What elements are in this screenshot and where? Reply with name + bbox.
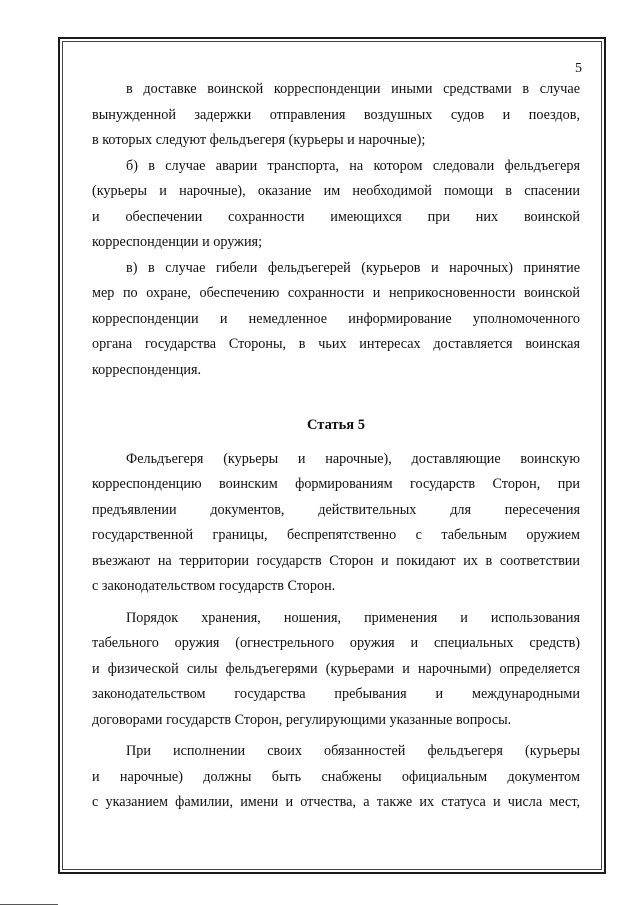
text-line: (курьеры и нарочные), оказание им необходимой помощи в спасении xyxy=(92,183,580,199)
text-line: Порядок хранения, ношения, применения и использования xyxy=(126,609,580,626)
text-line: При исполнении своих обязанностей фельдъегеря (курьеры xyxy=(126,743,580,759)
text-line: с законодательством государств Сторон. xyxy=(92,578,336,594)
text-line: табельного оружия (огнестрельного оружия и специальных средств) xyxy=(92,635,580,651)
text-line: предъявлении документов, действительных для пересечения xyxy=(92,501,580,518)
text-line: мер по охране, обеспечению сохранности и неприкосновенности воинской xyxy=(92,285,580,301)
page-number: 5 xyxy=(575,61,582,76)
paragraph-duties xyxy=(92,739,580,816)
text-line: Фельдъегеря (курьеры и нарочные), доставляющие воинскую xyxy=(126,450,580,467)
text-line: государственной границы, беспрепятственно с табельным оружием xyxy=(92,527,580,543)
paragraph-accident xyxy=(92,154,580,256)
text-line: договорами государств Сторон, регулирующими указанные вопросы. xyxy=(92,711,512,728)
paragraph-death xyxy=(92,256,580,384)
text-line: корреспонденции и немедленное информирование уполномоченного xyxy=(92,310,580,327)
text-line: с указанием фамилии, имени и отчества, а также их статуса и числа мест, xyxy=(92,794,580,810)
paragraph-weapons-order xyxy=(92,606,580,734)
text-line: и нарочные) должны быть снабжены официальным документом xyxy=(92,768,580,785)
article-heading: Статья 5 xyxy=(307,417,365,433)
text-line: в которых следуют фельдъегеря (курьеры и нарочные); xyxy=(92,132,426,148)
text-line: и физической силы фельдъегерями (курьерами и нарочными) определяется xyxy=(92,660,580,677)
paragraph-delivery xyxy=(92,77,580,154)
text-line: в доставке воинской корреспонденции иными средствами в случае xyxy=(126,81,580,97)
text-line: в) в случае гибели фельдъегерей (курьеров и нарочных) принятие xyxy=(126,259,580,276)
text-line: органа государства Стороны, в чьих интересах доставляется воинская xyxy=(92,336,580,352)
text-line: вынужденной задержки отправления воздушных судов и поездов, xyxy=(92,106,580,123)
text-line: въезжают на территории государств Сторон и покидают их в соответствии xyxy=(92,552,580,569)
text-line: б) в случае аварии транспорта, на котором следовали фельдъегеря xyxy=(126,157,580,174)
text-line: законодательством государства пребывания и международными xyxy=(92,686,580,702)
text-line: корреспонденции и оружия; xyxy=(92,234,263,250)
document-body xyxy=(92,77,580,816)
paragraph-couriers-entry xyxy=(92,447,580,600)
text-line: и обеспечении сохранности имеющихся при них воинской xyxy=(92,208,580,225)
text-line: корреспонденция. xyxy=(92,361,202,378)
page-frame xyxy=(58,37,606,874)
text-line: корреспонденцию воинским формированиям государств Сторон, при xyxy=(92,476,580,492)
